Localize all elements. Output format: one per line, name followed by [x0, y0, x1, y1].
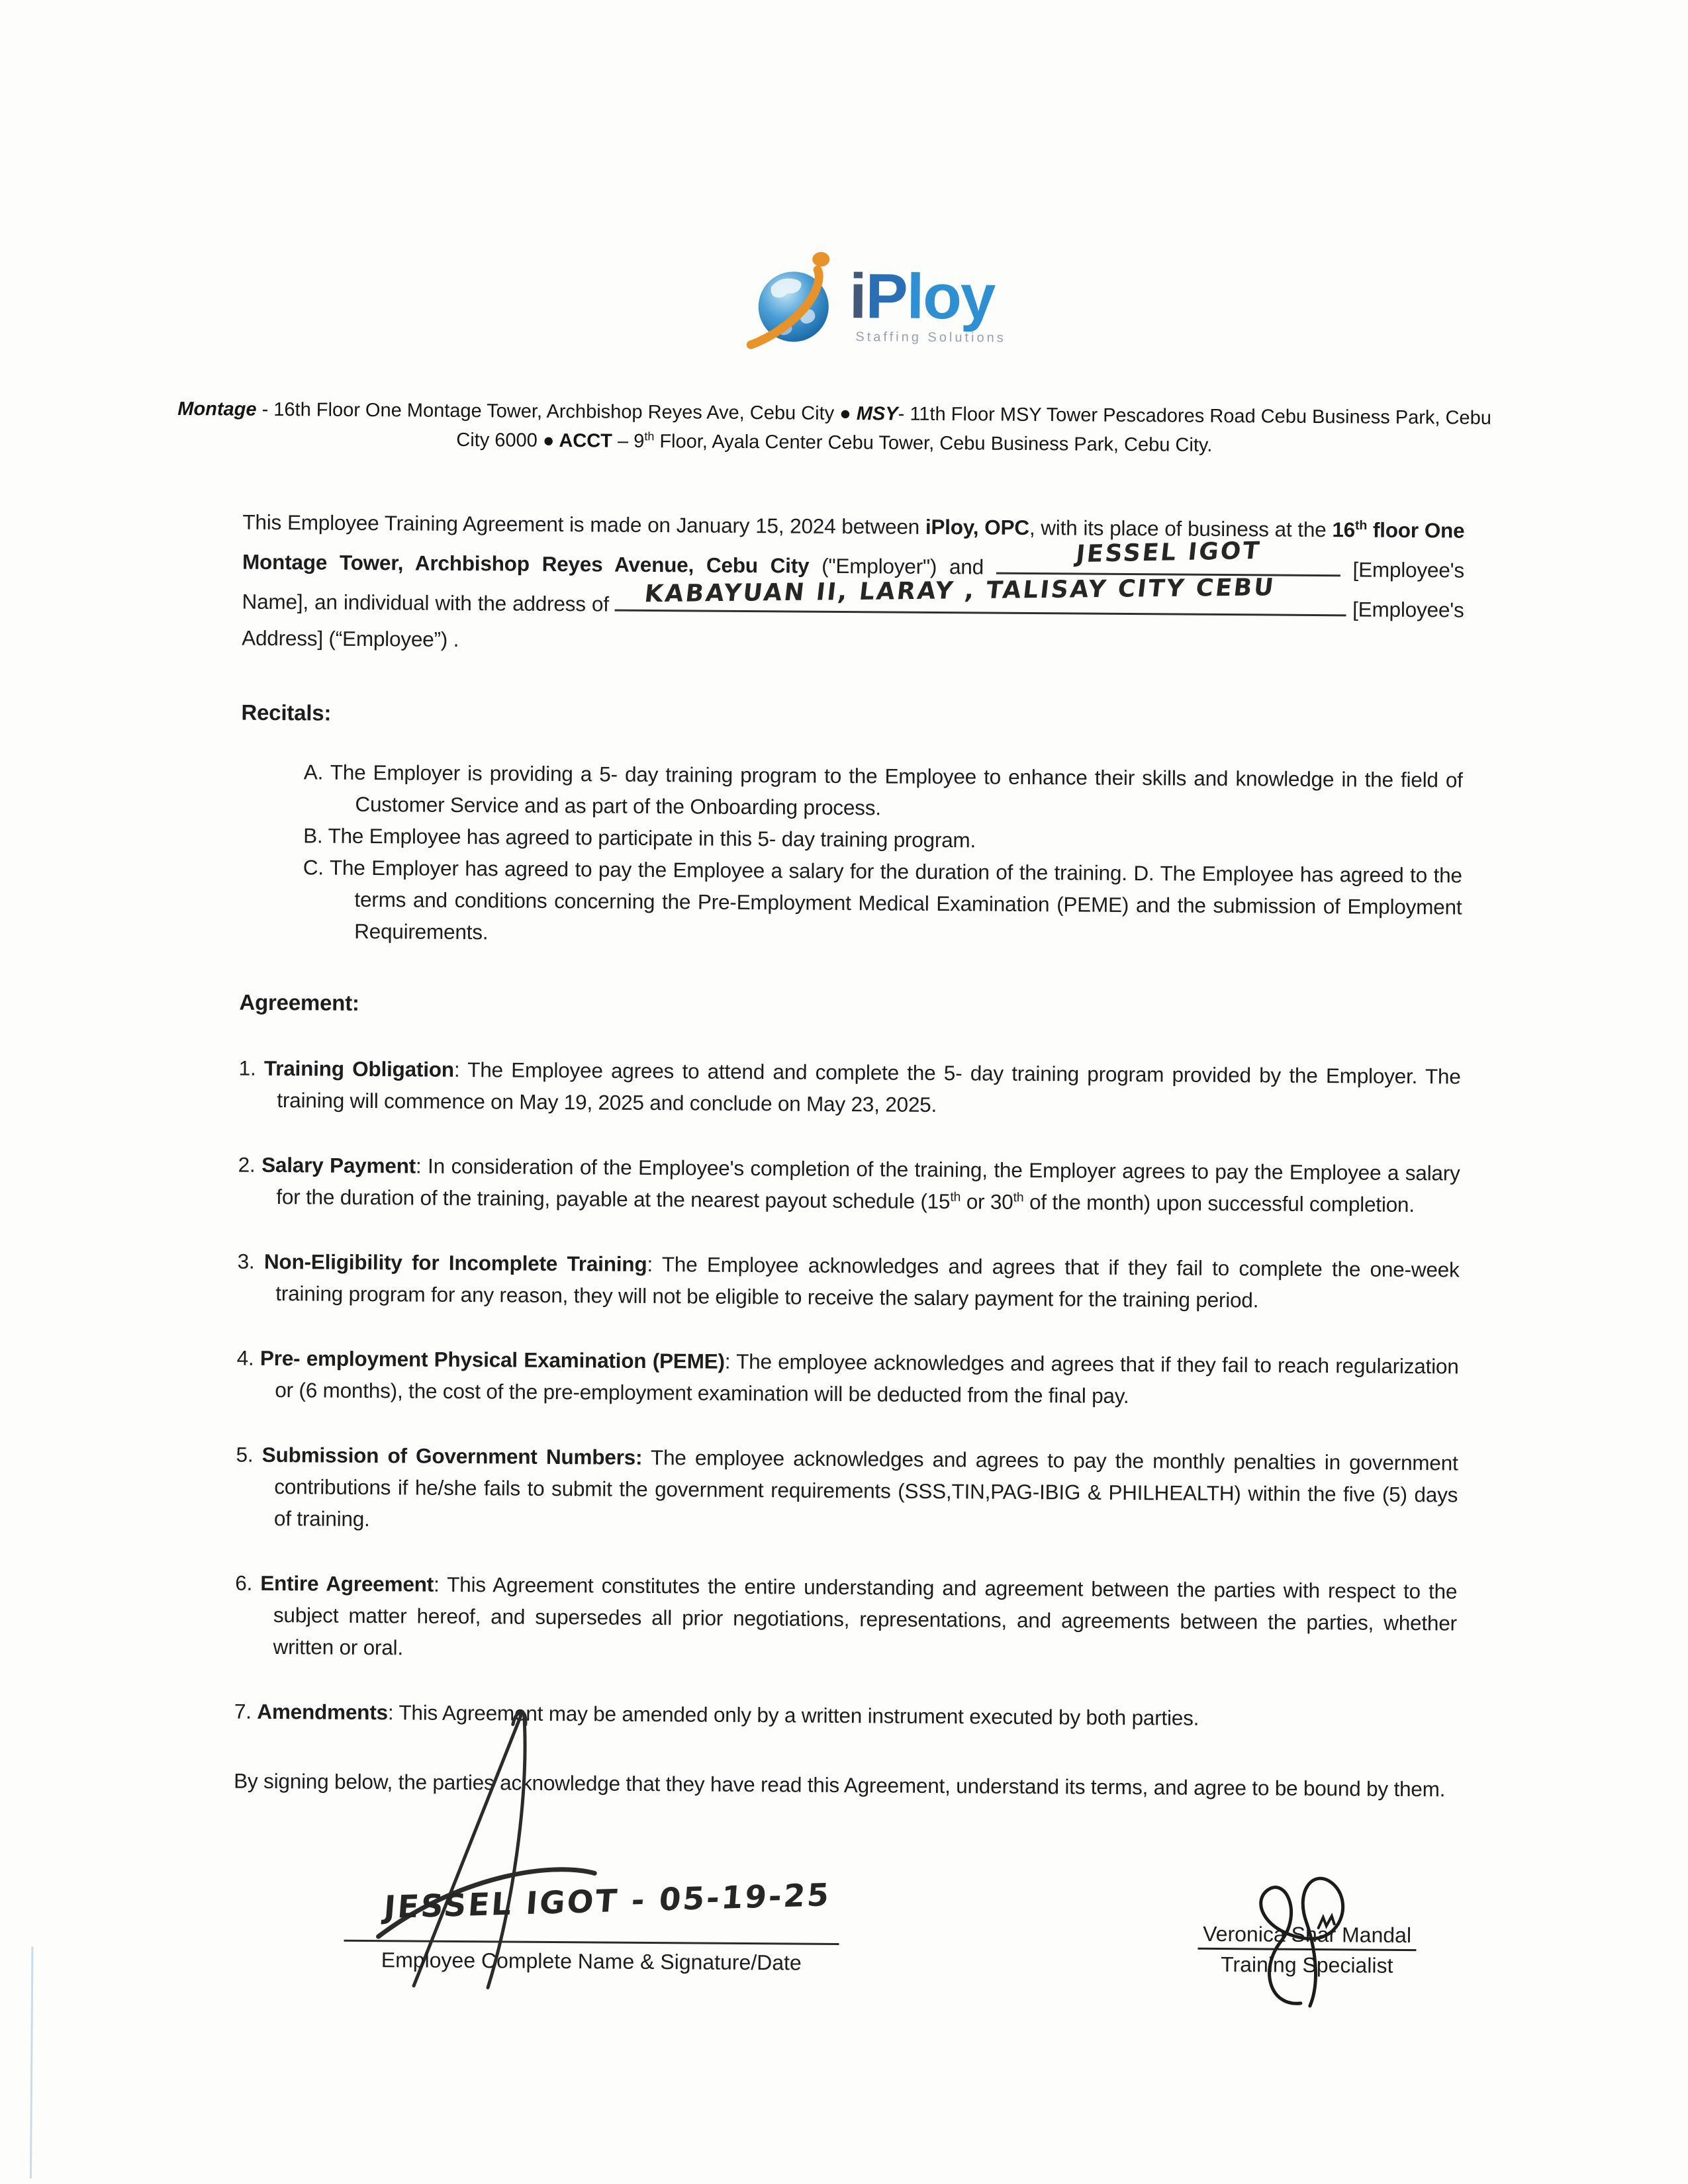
agreement-item-1: 1. Training Obligation: The Employee agrees to attend and complete the 5- day training program provided by the Employer. The training will commence on May 19, 2025 and conclude on May 23, 2025. [238, 1056, 1461, 1117]
employee-signature-block [344, 1876, 839, 1975]
agreement-item-6: 6. Entire Agreement: This Agreement constitutes the entire understanding and agreement between the parties with respect to the subject matter hereof, and supersedes all prior negotiations, representations, and agreements between the parties, whether written or oral. [235, 1570, 1458, 1660]
bullet-icon: ● [839, 402, 851, 425]
employee-address-handwriting: KABAYUAN II, LARAY , TALISAY CITY CEBU [643, 574, 1277, 608]
recital-item-a: A. The Employer is providing a 5- day training program to the Employee to enhance their skills and knowledge in the field of Customer Service and as part of the Onboarding process. [303, 760, 1463, 820]
employee-name-handwriting: JESSEL IGOT [1074, 537, 1262, 569]
brand-wordmark: iPloy [849, 261, 995, 333]
specialist-title: Training Specialist [1221, 1952, 1393, 1978]
specialist-name: Veronica Shar Mandal [1197, 1922, 1417, 1951]
specialist-signature-icon [1244, 1864, 1371, 2010]
specialist-signature-block [1151, 1921, 1463, 1978]
globe-icon [745, 246, 845, 372]
agreement-item-7: 7. Amendments: This Agreement may be amended only by a written instrument executed by both parties. [234, 1699, 1199, 1730]
brand-text [849, 261, 1006, 346]
agreement-heading: Agreement: [239, 989, 359, 1015]
recitals-heading: Recitals: [241, 700, 332, 725]
employee-signature-label: Employee Complete Name & Signature/Date [381, 1948, 802, 1975]
brand-tagline: Staffing Solutions [855, 330, 1006, 345]
company-logo [745, 246, 1007, 373]
office-address [0, 393, 1672, 463]
recitals-list [303, 756, 1463, 954]
employee-signature-handwriting: JESSEL IGOT - 05-19-25 [382, 1877, 833, 1927]
office-address-line1: Montage - 16th Floor One Montage Tower, Archbishop Reyes Ave, Cebu City ● MSY- 11th Floor MSY Tower Pescadores Road Cebu Business Park, Cebu [177, 398, 1492, 429]
agreement-item-4: 4. Pre- employment Physical Examination (PEME): The employee acknowledges and agrees that if they fail to reach regularization or (6 months), the cost of the pre-employment examination will be deducted from the final pay. [236, 1345, 1459, 1408]
scan-artifact-line [30, 1947, 33, 2179]
agreement-item-2: 2. Salary Payment: In consideration of the Employee's completion of the training, the Employer agrees to pay the Employee a salary for the duration of the training, payable at the nearest payout schedule (15th or 30th of the month) upon successful completion. [238, 1152, 1460, 1217]
employee-address-blank [615, 574, 1346, 617]
closing-paragraph: By signing below, the parties acknowledge that they have read this Agreement, understand its terms, and agree to be bound by them. [234, 1768, 1446, 1801]
recital-item-c: C. The Employer has agreed to pay the Employee a salary for the duration of the training. D. The Employee has agreed to the terms and conditions concerning the Pre-Employment Medical Examination (PEME) and the submission of Employment Requirements. [303, 855, 1462, 944]
agreement-item-5: 5. Submission of Government Numbers: The employee acknowledges and agrees to pay the monthly penalties in government contributions if he/she fails to submit the government requirements (SSS,TIN,PAG-IBIG & PHILHEALTH) within the five (5) days of training. [236, 1442, 1458, 1531]
agreement-item-3: 3. Non-Eligibility for Incomplete Training: The Employee acknowledges and agrees that if they fail to complete the one-week training program for any reason, they will not be eligible to receive the salary payment for the training period. [237, 1249, 1460, 1312]
intro-paragraph: This Employee Training Agreement is made on January 15, 2024 between iPloy, OPC, with its place of business at the 16th floor One Montage Tower, Archbishop Reyes Avenue, Cebu City ("Employer") and JESSEL IGOT [Employee's Name], an individual with the address of KABAYUAN II, LARAY , TALISAY CITY CEBU [Employee's Address] (“Employee”) . [242, 510, 1465, 651]
office-address-line2: City 6000 ● ACCT – 9th Floor, Ayala Center Cebu Tower, Cebu Business Park, Cebu City. [456, 429, 1213, 456]
agreement-body [234, 504, 1465, 1807]
recital-item-b: B. The Employee has agreed to participate in this 5- day training program. [303, 823, 976, 852]
employee-signature-line [344, 1940, 839, 1945]
bullet-icon: ● [542, 430, 555, 451]
